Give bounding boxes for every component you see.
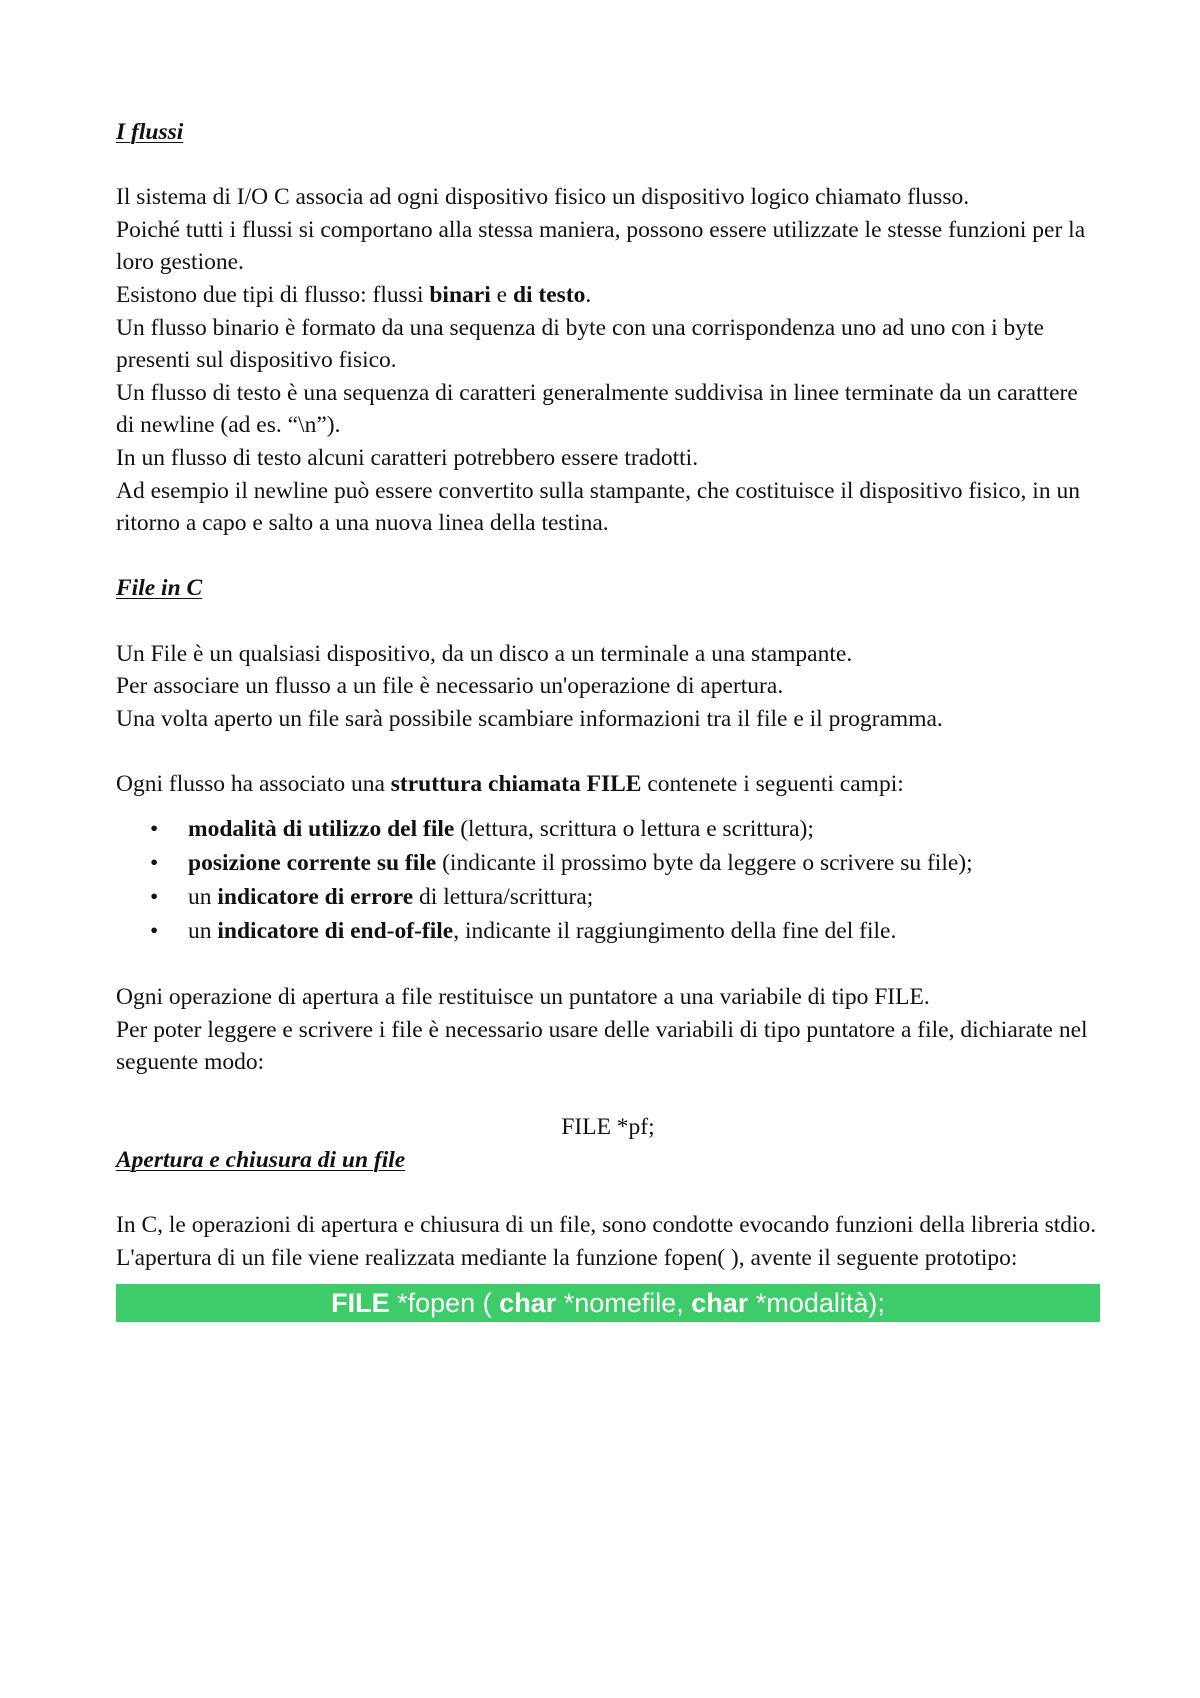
text: .: [585, 281, 592, 308]
document-body: [116, 116, 1100, 1322]
code-text: *nomefile,: [556, 1288, 692, 1319]
heading-i-flussi: I flussi: [116, 119, 184, 145]
paragraph: Per poter leggere e scrivere i file è necessario usare delle variabili di tipo puntatore a file, dichiarate nel seguente modo:: [116, 1016, 1088, 1076]
paragraph: Poiché tutti i flussi si comportano alla stessa maniera, possono essere utilizzate le stesse funzioni per la loro gestione.: [116, 216, 1086, 276]
paragraph: L'apertura di un file viene realizzata mediante la funzione fopen( ), avente il seguente prototipo:: [116, 1244, 1018, 1271]
text: un: [188, 884, 218, 911]
list-item: [150, 812, 1100, 846]
paragraph: Un flusso di testo è una sequenza di caratteri generalmente suddivisa in linee terminate da un carattere di newline (ad es. “\n”).: [116, 379, 1078, 439]
fopen-prototype-bar: [116, 1284, 1100, 1322]
text: di lettura/scrittura;: [413, 884, 594, 911]
paragraph: Una volta aperto un file sarà possibile scambiare informazioni tra il file e il programma.: [116, 705, 943, 732]
keyword: char: [499, 1288, 557, 1319]
list-item: [150, 846, 1100, 880]
paragraph-flow-types: [116, 279, 1100, 312]
heading-file-in-c: File in C: [116, 575, 203, 602]
bold-text: struttura chiamata FILE: [390, 770, 642, 797]
bullet-icon: •: [150, 850, 159, 877]
text: e: [490, 281, 513, 308]
text: un: [188, 918, 218, 945]
file-fields-list: [116, 812, 1100, 948]
paragraph: Il sistema di I/O C associa ad ogni dispositivo fisico un dispositivo logico chiamato flusso.: [116, 184, 970, 211]
paragraph: Ogni operazione di apertura a file restituisce un puntatore a una variabile di tipo FILE.: [116, 984, 930, 1011]
text: (lettura, scrittura o lettura e scrittura);: [454, 816, 814, 843]
bullet-icon: •: [150, 918, 159, 945]
paragraph: Ad esempio il newline può essere convertito sulla stampante, che costituisce il dispositivo fisico, in un ritorno a capo e salto a una nuova linea della testina.: [116, 477, 1080, 537]
code-text: *modalità);: [748, 1288, 885, 1319]
text: , indicante il raggiungimento della fine del file.: [453, 918, 897, 945]
bullet-icon: •: [150, 816, 159, 843]
keyword: char: [691, 1288, 749, 1319]
code-declaration: FILE *pf;: [561, 1114, 655, 1141]
paragraph: Un File è un qualsiasi dispositivo, da un disco a un terminale a una stampante.: [116, 640, 853, 667]
keyword: FILE: [331, 1288, 390, 1319]
bold-text: modalità di utilizzo del file: [188, 816, 455, 843]
bold-text: indicatore di errore: [217, 884, 414, 911]
paragraph: Un flusso binario è formato da una sequenza di byte con una corrispondenza uno ad uno con i byte presenti sul dispositivo fisico.: [116, 314, 1044, 374]
bold-text: indicatore di end-of-file: [217, 918, 454, 945]
text: Ogni flusso ha associato una: [116, 770, 391, 797]
code-text: *fopen (: [389, 1288, 500, 1319]
paragraph: In un flusso di testo alcuni caratteri potrebbero essere tradotti.: [116, 444, 699, 471]
list-item: [150, 914, 1100, 948]
list-item: [150, 880, 1100, 914]
paragraph: Per associare un flusso a un file è necessario un'operazione di apertura.: [116, 673, 784, 700]
text: contenete i seguenti campi:: [641, 770, 904, 797]
text: Esistono due tipi di flusso: flussi: [116, 281, 430, 308]
bold-text: posizione corrente su file: [188, 850, 437, 877]
bold-text: binari: [429, 281, 491, 308]
bold-text: di testo: [512, 281, 586, 308]
paragraph-file-structure: [116, 768, 1100, 801]
paragraph: In C, le operazioni di apertura e chiusura di un file, sono condotte evocando funzioni della libreria stdio.: [116, 1212, 1097, 1239]
heading-apertura-chiusura: Apertura e chiusura di un file: [116, 1147, 406, 1174]
bullet-icon: •: [150, 884, 159, 911]
text: (indicante il prossimo byte da leggere o scrivere su file);: [436, 850, 973, 877]
